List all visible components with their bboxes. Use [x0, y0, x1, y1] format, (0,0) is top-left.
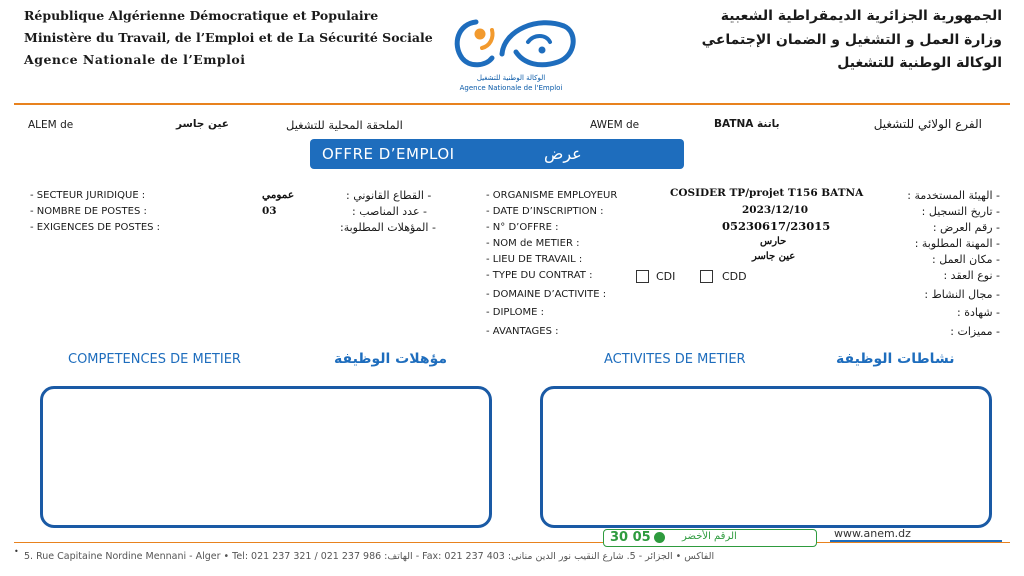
avantages-ar-label: - مميزات : — [950, 325, 1000, 338]
activites-box — [540, 386, 992, 528]
date-ar-label: - تاريخ التسجيل : — [921, 205, 1000, 218]
metier-label: - NOM de METIER : — [486, 238, 580, 249]
awem-label: AWEM de — [590, 119, 640, 131]
logo-caption-ar: الوكالة الوطنية للتشغيل — [476, 74, 546, 82]
green-number-badge — [603, 529, 817, 547]
header-fr-line1: République Algérienne Démocratique et Populaire — [24, 8, 379, 23]
diplome-label: - DIPLOME : — [486, 307, 545, 318]
postes-ar-label: - عدد المناصب : — [352, 205, 427, 218]
header-fr-line3: Agence Nationale de l’Emploi — [24, 52, 246, 67]
metier-ar-label: - المهنة المطلوبة : — [914, 237, 1000, 250]
date-label: - DATE D’INSCRIPTION : — [486, 206, 604, 217]
offer-title-bar — [310, 139, 684, 169]
postes-label: - NOMBRE DE POSTES : — [30, 206, 147, 217]
awem-value: BATNA باتنة — [714, 118, 780, 130]
header-ar-line1: الجمهورية الجزائرية الديمقراطية الشعبية — [720, 8, 1002, 24]
organisme-value: COSIDER TP/projet T156 BATNA — [670, 187, 864, 199]
metier-value: حارس — [760, 236, 787, 247]
lieu-ar-label: - مكان العمل : — [932, 253, 1000, 266]
footer-divider — [14, 542, 1010, 543]
cdi-checkbox[interactable] — [636, 270, 649, 283]
header-ar-line3: الوكالة الوطنية للتشغيل — [837, 55, 1002, 71]
offre-ar-label: - رقم العرض : — [932, 221, 1000, 234]
exigences-ar-label: - المؤهلات المطلوبة: — [340, 221, 436, 234]
green-number: 30 05 — [610, 530, 651, 545]
contrat-ar-label: - نوع العقد : — [943, 269, 1000, 282]
domaine-label: - DOMAINE D’ACTIVITE : — [486, 289, 607, 300]
alem-label: ALEM de — [28, 119, 74, 131]
competences-title-ar: مؤهلات الوظيفة — [334, 351, 448, 367]
competences-title-fr: COMPETENCES DE METIER — [68, 352, 241, 367]
activites-title-ar: نشاطات الوظيفة — [836, 351, 955, 367]
secteur-value: عمومي — [262, 189, 295, 201]
logo-caption-fr: Agence Nationale de l'Emploi — [459, 84, 563, 92]
header-fr-line2: Ministère du Travail, de l’Emploi et de La Sécurité Sociale — [24, 30, 433, 45]
offer-title-ar: عرض — [544, 144, 582, 163]
organisme-ar-label: - الهيئة المستخدمة : — [907, 189, 1000, 202]
footer-bullet: • — [14, 547, 19, 556]
exigences-label: - EXIGENCES DE POSTES : — [30, 222, 161, 233]
green-number-label: الرقم الأخضر — [682, 531, 737, 542]
cdd-label: CDD — [722, 270, 747, 283]
alem-ar-label: الملحقة المحلية للتشغيل — [286, 118, 403, 132]
awem-ar-label: الفرع الولائي للتشغيل — [873, 117, 982, 131]
header-ar-line2: وزارة العمل و التشغيل و الضمان الإجتماعي — [701, 32, 1002, 48]
cdd-checkbox[interactable] — [700, 270, 713, 283]
alem-value: عين جاسر — [176, 118, 229, 130]
competences-box — [40, 386, 492, 528]
footer-address: 5. Rue Capitaine Nordine Mennani - Alger • Tel: 021 237 321 / 021 237 986 :الهاتف - Fax: 021 237 403 :الفاكس • الجزائر - 5. شارع النقيب نور الدين منانى — [24, 551, 715, 562]
offre-value: 05230617/23015 — [722, 219, 831, 233]
cdi-label: CDI — [656, 270, 676, 283]
lieu-value: عين جاسر — [752, 251, 796, 262]
activites-title-fr: ACTIVITES DE METIER — [604, 352, 746, 367]
website: www.anem.dz — [834, 527, 911, 540]
offer-title-fr: OFFRE D’EMPLOI — [322, 145, 455, 163]
diplome-ar-label: - شهادة : — [957, 306, 1000, 319]
lieu-label: - LIEU DE TRAVAIL : — [486, 254, 583, 265]
secteur-label: - SECTEUR JURIDIQUE : — [30, 190, 146, 201]
postes-value: 03 — [262, 205, 277, 217]
header-divider — [14, 103, 1010, 105]
offre-label: - N° D’OFFRE : — [486, 222, 559, 233]
secteur-ar-label: - القطاع القانوني : — [346, 189, 432, 202]
organisme-label: - ORGANISME EMPLOYEUR — [486, 190, 618, 201]
contrat-label: - TYPE DU CONTRAT : — [486, 270, 593, 281]
footer-blue-rule — [830, 540, 1002, 542]
phone-icon — [654, 532, 665, 543]
anem-logo-icon — [446, 8, 582, 96]
domaine-ar-label: - مجال النشاط : — [924, 288, 1000, 301]
avantages-label: - AVANTAGES : — [486, 326, 559, 337]
date-value: 2023/12/10 — [742, 204, 809, 216]
